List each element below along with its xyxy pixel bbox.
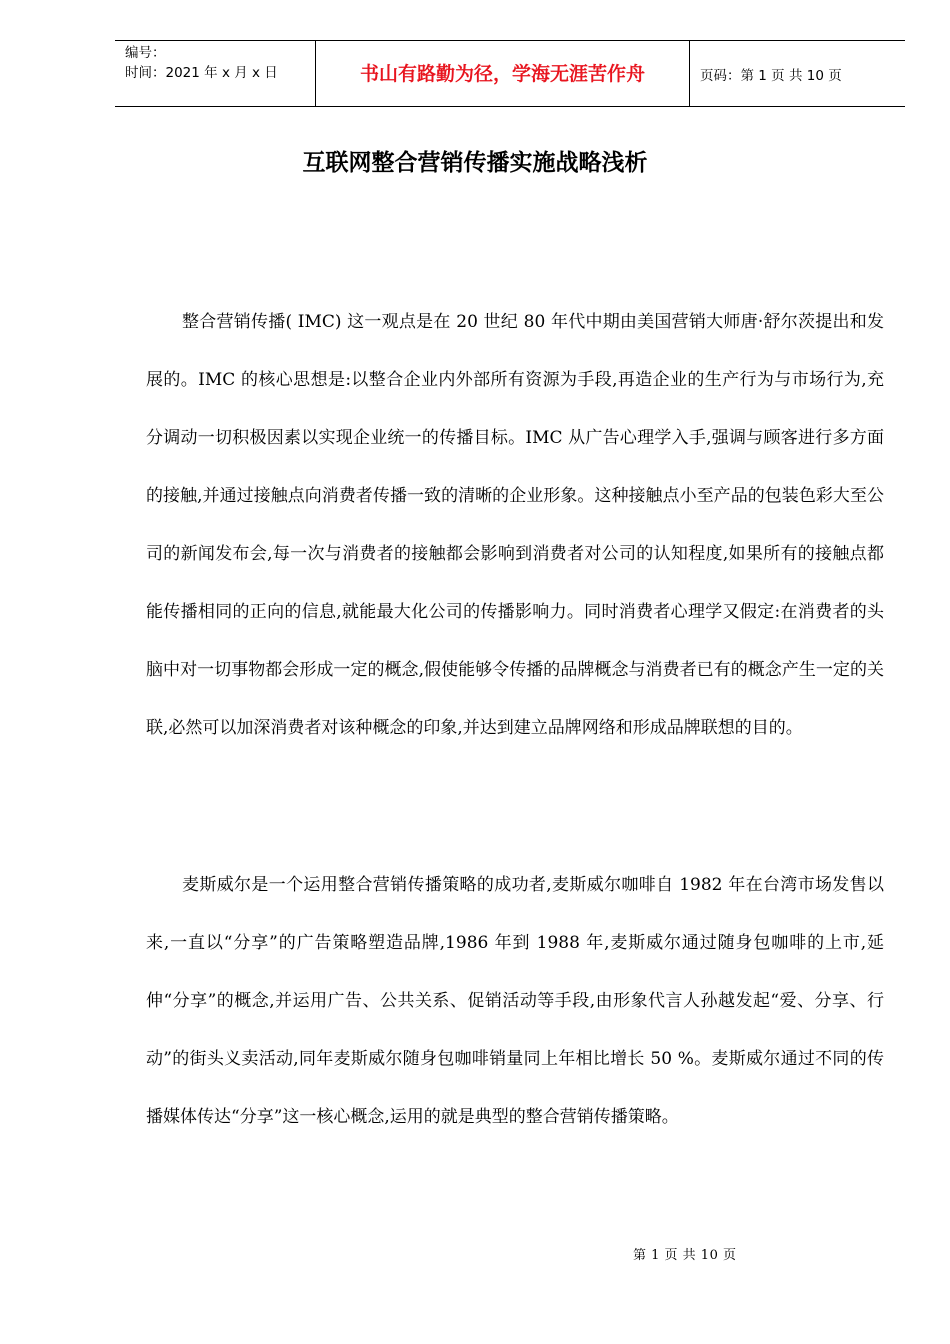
header-motto: 书山有路勤为径，学海无涯苦作舟 (316, 41, 690, 106)
page-header (115, 40, 905, 107)
document-title: 互联网整合营销传播实施战略浅析 (302, 149, 648, 176)
number-label: 编号： (125, 45, 166, 61)
page-footer: 第 1 页 共 10 页 (633, 1248, 737, 1263)
body-paragraph: 麦斯威尔是一个运用整合营销传播策略的成功者,麦斯威尔咖啡自 1982 年在台湾市场发售以来,一直以“分享”的广告策略塑造品牌,1986 年到 1988 年,麦斯威尔通过随身包咖啡的上市,延伸“分享”的概念,并运用广告、公共关系、促销活动等手段,由形象代言人孙越发起“爱、分享、行动”的街头义卖活动,同年麦斯威尔随身包咖啡销量同上年相比增长 50 %。麦斯威尔通过不同的传播媒体传达“分享”这一核心概念,运用的就是典型的整合营销传播策略。 (146, 875, 884, 1127)
header-meta (115, 41, 316, 106)
header-page-info: 页码：第 1 页 共 10 页 (700, 67, 842, 84)
time-label: 时间：2021 年 x 月 x 日 (125, 65, 278, 81)
body-paragraph: 整合营销传播( IMC) 这一观点是在 20 世纪 80 年代中期由美国营销大师唐·舒尔茨提出和发展的。IMC 的核心思想是:以整合企业内外部所有资源为手段,再造企业的生产行为与市场行为,充分调动一切积极因素以实现企业统一的传播目标。IMC 从广告心理学入手,强调与顾客进行多方面的接触,并通过接触点向消费者传播一致的清晰的企业形象。这种接触点小至产品的包装色彩大至公司的新闻发布会,每一次与消费者的接触都会影响到消费者对公司的认知程度,如果所有的接触点都能传播相同的正向的信息,就能最大化公司的传播影响力。同时消费者心理学又假定:在消费者的头脑中对一切事物都会形成一定的概念,假使能够令传播的品牌概念与消费者已有的概念产生一定的关联,必然可以加深消费者对该种概念的印象,并达到建立品牌网络和形成品牌联想的目的。 (146, 312, 884, 738)
